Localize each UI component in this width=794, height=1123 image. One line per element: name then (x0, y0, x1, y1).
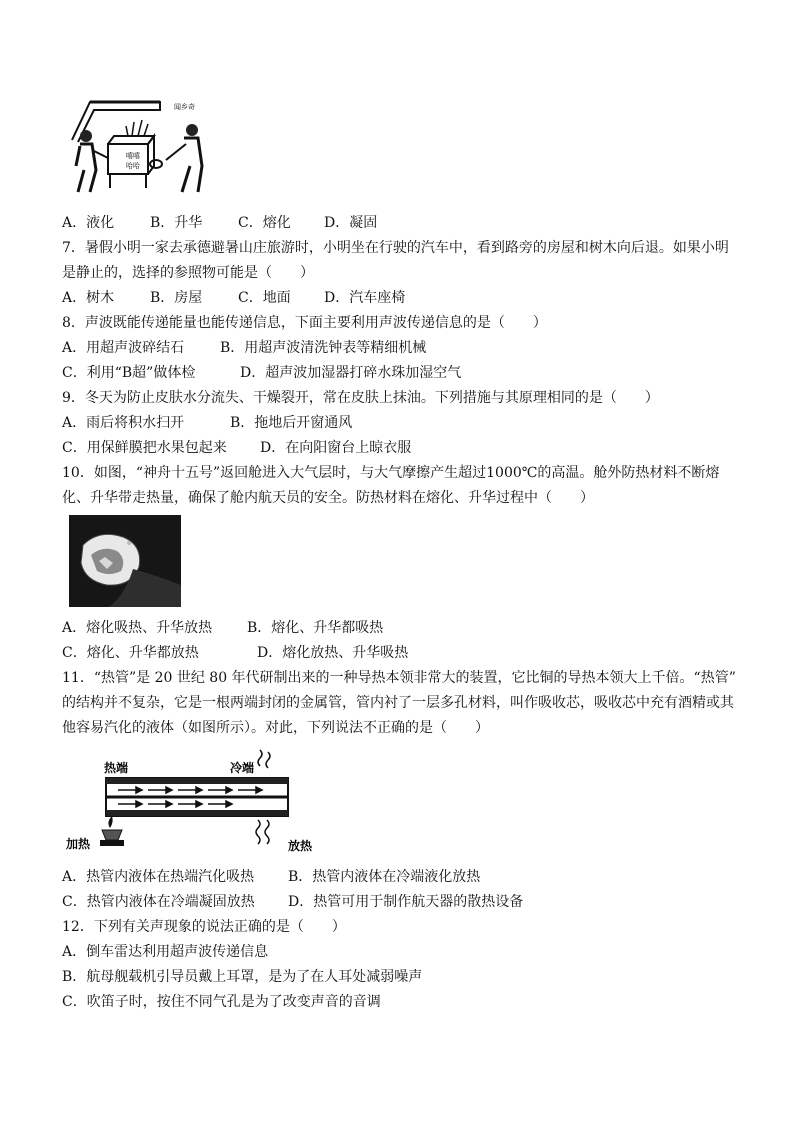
q6-option-b[interactable]: B．升华 (150, 215, 203, 231)
capsule-illustration (69, 515, 181, 607)
figure-text-line1: 嘻嘻 (126, 152, 140, 160)
q9-options-row1 (62, 413, 352, 433)
q10-option-a[interactable]: A．熔化吸热、升华放热 (62, 620, 213, 636)
q11-option-d[interactable]: D．热管可用于制作航天器的散热设备 (288, 894, 524, 910)
q6-options (62, 213, 377, 233)
q6-option-c[interactable]: C．熔化 (238, 215, 291, 231)
q8-stem: 8．声波既能传递能量也能传递信息，下面主要利用声波传递信息的是（ ） (62, 315, 547, 331)
q11-stem-line3: 他容易汽化的液体（如图所示）。对此，下列说法不正确的是（ ） (62, 720, 489, 736)
q10-option-d[interactable]: D．熔化放热、升华吸热 (257, 645, 409, 661)
q11-options-row1 (62, 867, 480, 887)
q7-stem-line1: 7．暑假小明一家去承德避暑山庄旅游时，小明坐在行驶的汽车中，看到路旁的房屋和树木向后退。如果小明 (62, 240, 729, 256)
q11-option-c[interactable]: C．热管内液体在冷端凝固放热 (62, 894, 255, 910)
q8-option-b[interactable]: B．用超声波清洗钟表等精细机械 (220, 340, 427, 356)
q10-capsule-photo (69, 515, 181, 607)
q10-options-row1 (62, 618, 383, 638)
q9-option-c[interactable]: C．用保鲜膜把水果包起来 (62, 440, 227, 456)
q8-option-d[interactable]: D．超声波加湿器打碎水珠加湿空气 (240, 365, 462, 381)
q9-option-d[interactable]: D．在向阳窗台上晾衣服 (260, 440, 412, 456)
q9-options-row2 (62, 438, 411, 458)
q12-option-c[interactable]: C．吹笛子时，按住不同气孔是为了改变声音的音调 (62, 994, 381, 1010)
q8-options-row2 (62, 363, 461, 383)
q6-option-d[interactable]: D．凝固 (324, 215, 378, 231)
q6-figure-illustration (62, 100, 222, 196)
q10-stem-line2: 化、升华带走热量，确保了舱内航天员的安全。防热材料在熔化、升华过程中（ ） (62, 490, 594, 506)
q12-option-a[interactable]: A．倒车雷达利用超声波传递信息 (62, 944, 269, 960)
q12-stem: 12．下列有关声现象的说法正确的是（ ） (62, 919, 346, 935)
q11-option-a[interactable]: A．热管内液体在热端汽化吸热 (62, 869, 255, 885)
q10-options-row2 (62, 643, 408, 663)
q7-option-a[interactable]: A．树木 (62, 290, 115, 306)
q8-option-a[interactable]: A．用超声波碎结石 (62, 340, 185, 356)
q11-option-b[interactable]: B．热管内液体在冷端液化放热 (288, 869, 481, 885)
q7-option-c[interactable]: C．地面 (238, 290, 291, 306)
q10-stem-line1: 10．如图，“神舟十五号”返回舱进入大气层时，与大气摩擦产生超过1000℃的高温。舱外防热材料不断熔 (62, 465, 720, 481)
figure-title: 闻乡奇 (174, 103, 195, 111)
heat-label: 加热 (66, 837, 91, 851)
release-label: 放热 (288, 839, 313, 853)
q9-option-a[interactable]: A．雨后将积水扫开 (62, 415, 185, 431)
q11-stem-line2: 的结构并不复杂，它是一根两端封闭的金属管，管内衬了一层多孔材料，叫作吸收芯，吸收芯中充有酒精或其 (62, 695, 734, 711)
q8-option-c[interactable]: C．利用“B超”做体检 (62, 365, 196, 381)
q7-options (62, 288, 405, 308)
q7-stem-line2: 是静止的，选择的参照物可能是（ ） (62, 265, 314, 281)
q10-option-b[interactable]: B．熔化、升华都吸热 (247, 620, 384, 636)
q6-option-a[interactable]: A．液化 (62, 215, 115, 231)
q7-option-b[interactable]: B．房屋 (150, 290, 203, 306)
hot-end-label: 热端 (104, 761, 129, 775)
figure-text-line2: 哈哈 (126, 162, 140, 170)
q11-stem-line1: 11．“热管”是 20 世纪 80 年代研制出来的一种导热本领非常大的装置，它比铜的导热本领大上千倍。“热管” (62, 670, 736, 686)
q10-option-c[interactable]: C．熔化、升华都放热 (62, 645, 199, 661)
q7-option-d[interactable]: D．汽车座椅 (324, 290, 406, 306)
cold-end-label: 冷端 (230, 761, 255, 775)
q6-figure (62, 100, 222, 196)
q12-option-b[interactable]: B．航母舰载机引导员戴上耳罩，是为了在人耳处减弱噪声 (62, 969, 423, 985)
q11-options-row2 (62, 892, 523, 912)
q9-stem: 9．冬天为防止皮肤水分流失、干燥裂开，常在皮肤上抹油。下列措施与其原理相同的是（ ） (62, 390, 659, 406)
q8-options-row1 (62, 338, 426, 358)
heat-pipe-diagram (62, 748, 322, 858)
q11-heat-pipe-figure (62, 748, 322, 858)
q9-option-b[interactable]: B．拖地后开窗通风 (230, 415, 353, 431)
